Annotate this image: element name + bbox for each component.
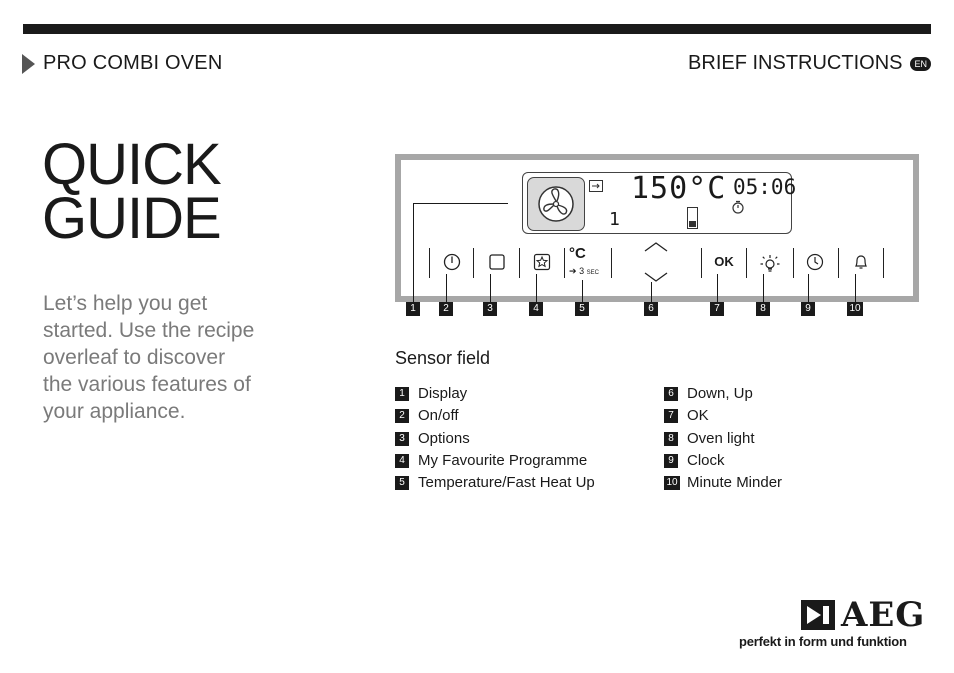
page-title [42, 132, 221, 251]
chevron-up-icon [642, 240, 670, 254]
minute-minder-button[interactable] [847, 252, 875, 277]
logo-mark [739, 595, 926, 635]
legend-item: 10 Minute Minder [664, 472, 782, 494]
panel-separator [473, 248, 474, 278]
callout-leader-1-horizontal [413, 203, 508, 204]
options-button[interactable] [483, 252, 511, 277]
legend-item: 8 Oven light [664, 428, 782, 450]
legend-item: 4 My Favourite Programme [395, 450, 595, 472]
power-icon [442, 252, 462, 272]
temperature-label: °C [569, 245, 586, 262]
panel-separator [701, 248, 702, 278]
callout-leader-4 [536, 274, 537, 302]
panel-separator [564, 248, 565, 278]
options-square-icon [487, 252, 507, 272]
callout-number: 8 [756, 302, 770, 316]
door-lock-icon [589, 180, 603, 195]
panel-separator [429, 248, 430, 278]
callout-number: 2 [439, 302, 453, 316]
clock-button[interactable] [801, 252, 829, 277]
callout-leader-2 [446, 274, 447, 302]
callout-number: 10 [847, 302, 863, 316]
favourite-programme-button[interactable] [528, 252, 556, 277]
fast-forward-icon: ➔ [569, 266, 577, 276]
legend-item: 2 On/off [395, 405, 595, 427]
legend-item: 9 Clock [664, 450, 782, 472]
intro-text: Let’s help you get started. Use the recipe overleaf to discover the various features of your appliance. [43, 292, 255, 423]
title-line-2: GUIDE [42, 186, 221, 251]
callout-number: 6 [644, 302, 658, 316]
ok-button[interactable]: OK [714, 254, 734, 269]
callout-leader-3 [490, 274, 491, 302]
callout-leader-1 [413, 203, 414, 302]
panel-separator [746, 248, 747, 278]
display-time: 05:06 [733, 175, 797, 199]
callout-number: 3 [483, 302, 497, 316]
panel-separator [883, 248, 884, 278]
product-name: PRO COMBI OVEN [43, 52, 223, 74]
top-rule [23, 24, 931, 34]
header-product [22, 52, 223, 75]
callout-number: 4 [529, 302, 543, 316]
callout-number: 1 [406, 302, 420, 316]
callout-number: 7 [710, 302, 724, 316]
display-temperature: 150°C [631, 171, 727, 206]
aeg-logo [739, 595, 926, 649]
up-button[interactable] [642, 240, 670, 259]
callout-leader-9 [808, 274, 809, 302]
chevron-down-icon [642, 270, 670, 284]
legend-item: 3 Options [395, 428, 595, 450]
oven-display [522, 171, 797, 234]
callout-leader-10 [855, 274, 856, 302]
legend-item: 5 Temperature/Fast Heat Up [395, 472, 595, 494]
panel-separator [793, 248, 794, 278]
fan-heating-icon [527, 177, 585, 231]
callout-number: 9 [801, 302, 815, 316]
control-panel-illustration [395, 154, 919, 302]
title-line-1: QUICK [42, 132, 221, 197]
callout-leader-6 [651, 282, 652, 302]
panel-separator [838, 248, 839, 278]
brand-tagline: perfekt in form und funktion [739, 634, 907, 649]
bell-icon [851, 252, 871, 272]
legend-item: 1 Display [395, 383, 595, 405]
brand-name: AEG [841, 595, 926, 635]
lightbulb-icon [759, 252, 781, 274]
triangle-bullet-icon [22, 54, 35, 74]
down-button[interactable] [642, 270, 670, 289]
on-off-button[interactable] [438, 252, 466, 277]
legend-item: 6 Down, Up [664, 383, 782, 405]
timer-icon [731, 200, 745, 217]
header-section [688, 52, 931, 75]
callout-leader-8 [763, 274, 764, 302]
legend-item: 7 OK [664, 405, 782, 427]
temperature-fast-heat-button[interactable] [569, 246, 609, 280]
panel-separator [611, 248, 612, 278]
star-icon [532, 252, 552, 272]
display-step: 1 [609, 209, 620, 230]
fast-heat-label: ➔ 3 SEC [569, 266, 599, 276]
callout-leader-5 [582, 280, 583, 302]
clock-icon [805, 252, 825, 272]
heat-level-bar-icon [687, 207, 698, 229]
panel-separator [519, 248, 520, 278]
legend-left [395, 383, 595, 494]
language-badge: EN [910, 57, 931, 71]
oven-light-button[interactable] [756, 252, 784, 279]
electrolux-emblem-icon [801, 600, 835, 630]
callout-leader-7 [717, 274, 718, 302]
sensor-field-heading: Sensor field [395, 348, 491, 368]
callout-number: 5 [575, 302, 589, 316]
legend-right [664, 383, 782, 494]
section-name: BRIEF INSTRUCTIONS [688, 52, 903, 74]
